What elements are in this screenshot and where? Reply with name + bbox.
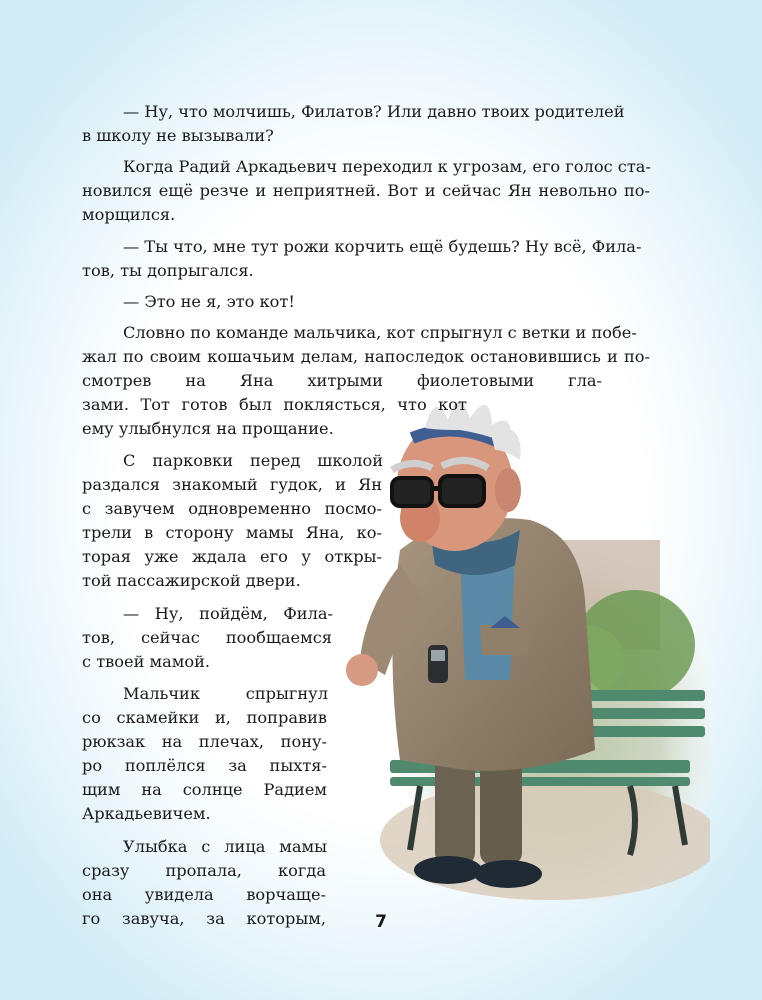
text-line: той пассажирской двери.: [82, 571, 301, 590]
text-line: ему улыбнулся на прощание.: [82, 419, 334, 438]
school-vice-principal-illustration: [330, 390, 710, 900]
text-line: щим на солнце Радием: [82, 780, 327, 799]
text-line: Улыбка с лица мамы: [123, 837, 327, 856]
text-line: с твоей мамой.: [82, 652, 211, 671]
text-line: в школу не вызывали?: [82, 126, 274, 145]
text-line: Аркадьевичем.: [82, 804, 211, 823]
text-line: Мальчик спрыгнул: [123, 684, 328, 703]
text-line: со скамейки и, поправив: [82, 708, 327, 727]
text-line: сразу пропала, когда: [82, 861, 326, 880]
text-line: она увидела ворчаще-: [82, 885, 326, 904]
text-line: новился ещё резче и неприятней. Вот и сейчас Ян невольно по-: [82, 181, 650, 200]
text-line: торая уже ждала его у откры-: [82, 547, 382, 566]
text-line: — Это не я, это кот!: [123, 292, 295, 311]
text-line: Когда Радий Аркадьевич переходил к угрозам, его голос ста-: [123, 157, 651, 176]
text-line: — Ну, что молчишь, Филатов? Или давно твоих родителей: [123, 102, 625, 121]
page-number: 7: [375, 912, 387, 932]
text-line: С парковки перед школой: [123, 451, 383, 470]
text-line: тов, сейчас пообщаемся: [82, 628, 332, 647]
text-line: ро поплёлся за пыхтя-: [82, 756, 327, 775]
text-line: — Ну, пойдём, Фила-: [123, 604, 333, 623]
text-line: раздался знакомый гудок, и Ян: [82, 475, 382, 494]
text-line: го завуча, за которым,: [82, 909, 326, 928]
text-line: трели в сторону мамы Яна, ко-: [82, 523, 382, 542]
text-line: зами. Тот готов был поклясться, что кот: [82, 395, 467, 414]
text-line: смотрев на Яна хитрыми фиолетовыми гла-: [82, 371, 602, 390]
text-line: с завучем одновременно посмо-: [82, 499, 382, 518]
text-line: Словно по команде мальчика, кот спрыгнул с ветки и побе-: [123, 323, 637, 342]
text-line: — Ты что, мне тут рожи корчить ещё будешь? Ну всё, Фила-: [123, 237, 642, 256]
text-line: тов, ты допрыгался.: [82, 261, 254, 280]
text-line: морщился.: [82, 205, 176, 224]
text-line: рюкзак на плечах, пону-: [82, 732, 327, 751]
text-line: жал по своим кошачьим делам, напоследок остановившись и по-: [82, 347, 650, 366]
